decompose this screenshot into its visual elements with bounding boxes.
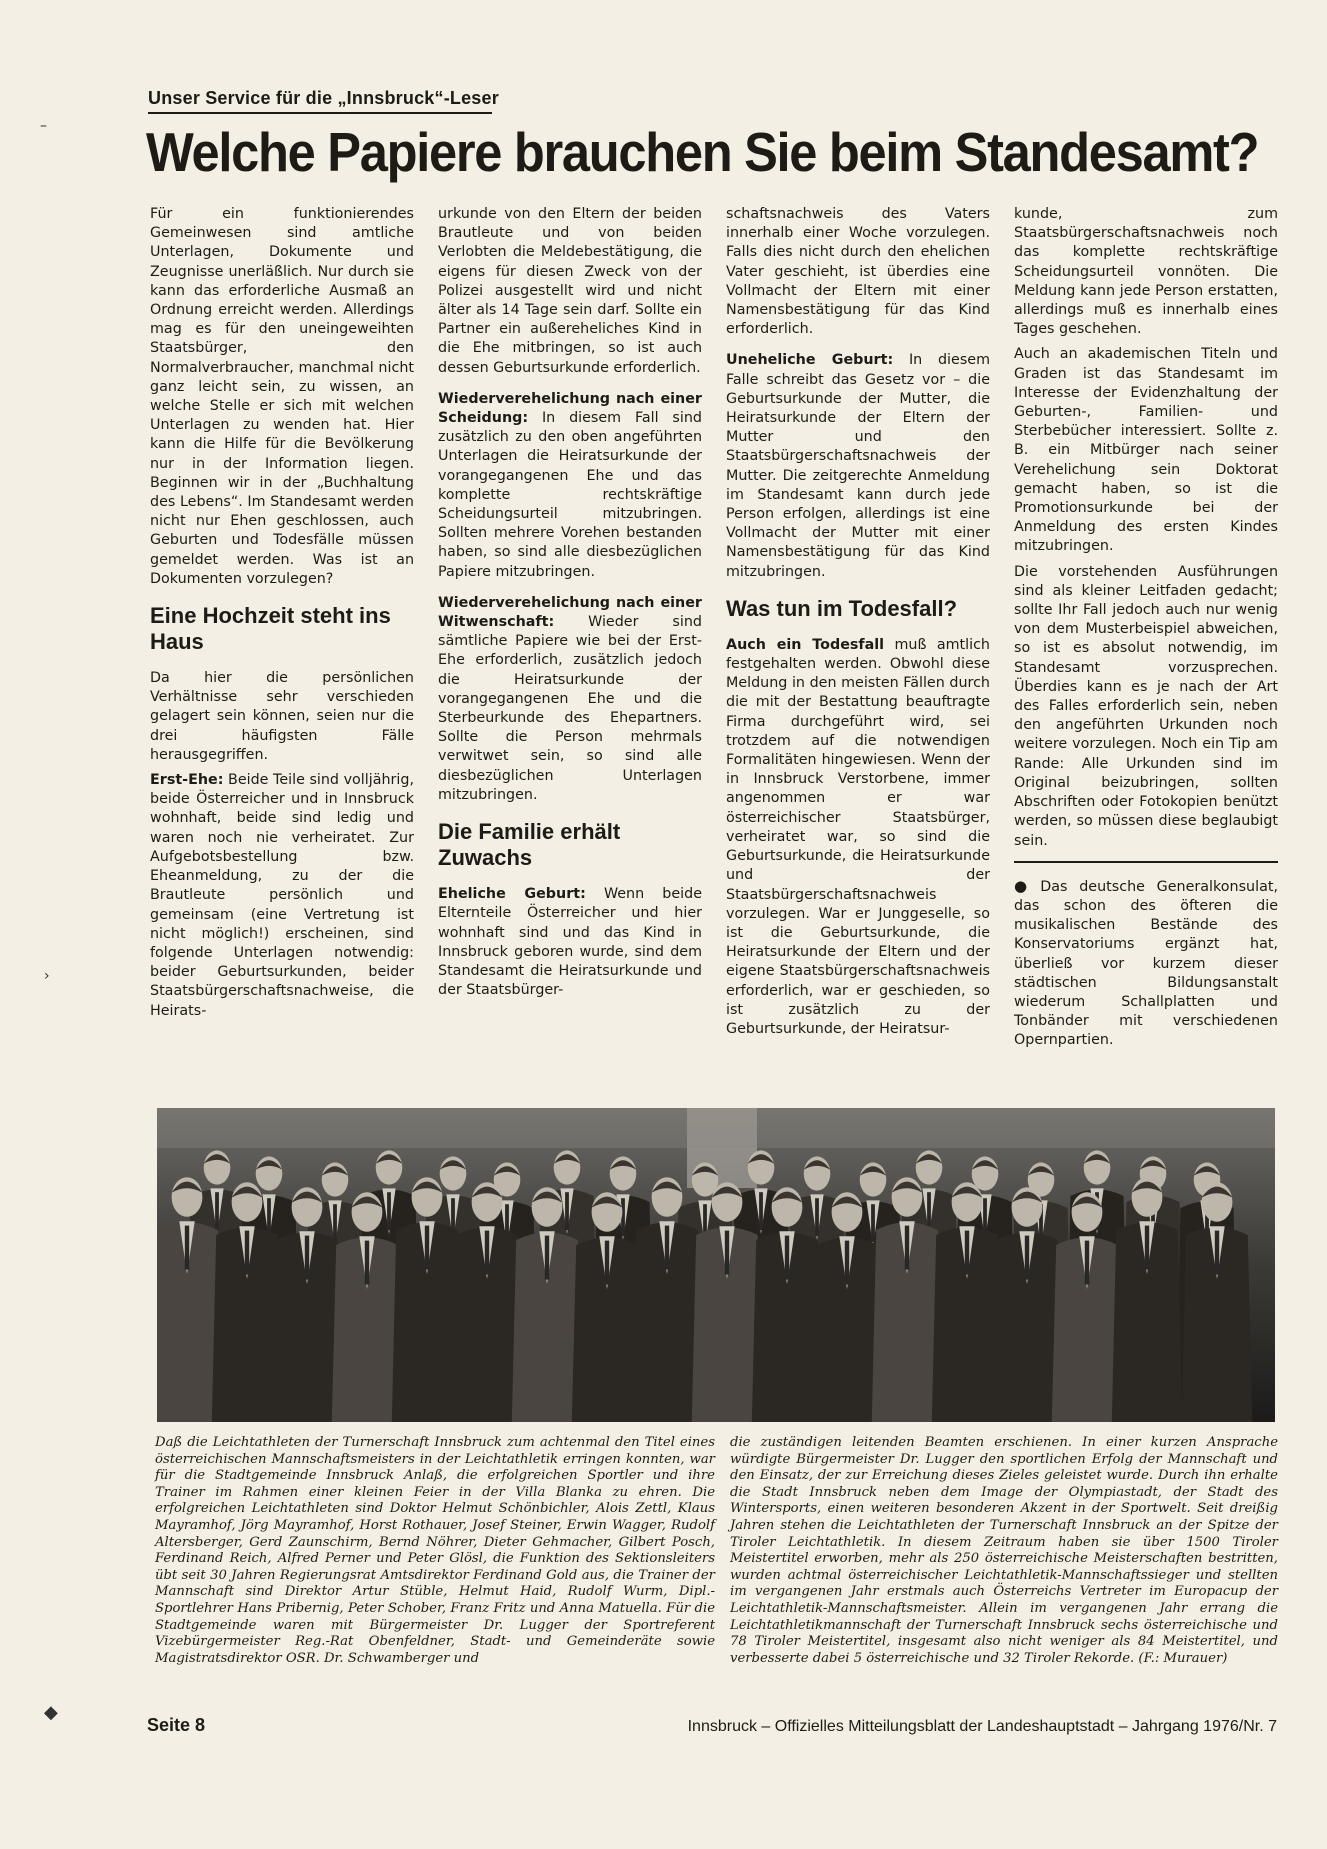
paragraph: Da hier die persönlichen Verhältnisse sehr verschieden gelagert sein können, seien nur die drei häufigsten Fälle herausgegriffen. — [150, 670, 414, 763]
caption-right: die zuständigen leitenden Beamten erschienen. In einer kurzen Ansprache würdigte Bürgermeister Dr. Lugger den sportlichen Erfolg der Mannschaft und den Einsatz, der zur Erreichung dieses Zieles geleistet wurde. Durch ihn erhalte die Stadt Innsbruck neben dem Image der Olympiastadt, der Stadt des Wintersports, einen weiteren besonderen Akzent in der Sportwelt. Seit dreißig Jahren stehen die Leichtathleten der Turnerschaft Innsbruck an der Spitze der Tiroler Leichtathletik. In diesem Zeitraum haben sie über 1500 Tiroler Meistertitel erworben, mehr als 250 österreichische Meisterschaften bestritten, wurden achtmal österreichischer Leichtathletik-Mannschaftssieger und stellten im vergangenen Jahr erstmals auch Österreichs Vertreter im Europacup der Leichtathletik-Mannschaftsmeister. Allein im vergangenen Jahr errang die Leichtathletikmannschaft der Turnerschaft Innsbruck sechs österreichische und 78 Tiroler Meistertitel, insgesamt also nicht weniger als 84 Meistertitel, und verbesserte dabei 5 österreichische und 32 Tiroler Rekorde. (F.: Murauer) — [730, 1435, 1278, 1666]
margin-mark-middle: › — [44, 968, 50, 984]
margin-mark-bottom: ◆ — [44, 1702, 58, 1723]
paragraph-body: Wieder sind sämtliche Papiere wie bei der Erst-Ehe erforderlich, zusätzlich jedoch die Heiratsurkunde der vorangegangenen Ehe und die Sterbeurkunde des Ehepartners. Sollte die Person mehrmals verwitwet sein, so sind alle diesbezüglichen Unterlagen mitzubringen. — [438, 614, 702, 803]
column-2 — [438, 205, 702, 1006]
margin-mark-top: – — [40, 118, 47, 134]
paragraph-lead: Uneheliche Geburt: — [726, 352, 894, 369]
paragraph — [726, 351, 990, 581]
page-number: Seite 8 — [147, 1715, 206, 1735]
kicker: Unser Service für die „Innsbruck“-Leser — [148, 88, 499, 108]
paragraph-lead: Auch ein Todesfall — [726, 636, 885, 653]
paragraph: Auch an akademischen Titeln und Graden ist das Standesamt im Interesse der Evidenzhaltung der Geburten-, Familien- und Sterbebücher interessiert. Sollte z. B. ein Mitbürger nach seiner Verehelichung sein Doktorat gemacht haben, so ist die Promotionsurkunde bei der Anmeldung des ersten Kindes mitzubringen. — [1014, 346, 1278, 555]
paragraph-body: Wenn beide Elternteile Österreicher und hier wohnhaft sind und das Kind in Innsbruck geboren wurde, sind dem Standesamt die Heiratsurkunde und der Staatsbürger- — [438, 886, 702, 999]
intro-paragraph: Für ein funktionierendes Gemeinwesen sind amtliche Unterlagen, Dokumente und Zeugnisse unerläßlich. Nur durch sie kann das erforderliche Ausmaß an Ordnung erreicht werden. Allerdings mag es für den uneingeweihten Staatsbürger, den Normalverbraucher, manchmal nicht ganz leicht sein, zu wissen, an welche Stelle er sich mit welchen Unterlagen zu wenden hat. Hier kann die Hilfe für die Bevölkerung nur in der Information liegen. Beginnen wir in der „Buchhaltung des Lebens“. Im Standesamt werden nicht nur Ehen geschlossen, auch Geburten und Todesfälle müssen gemeldet werden. Was ist an Dokumenten vorzulegen? — [150, 206, 414, 587]
team-photo-graphic — [157, 1108, 1275, 1422]
kicker-rule — [148, 112, 492, 114]
subheading-death: Was tun im Todesfall? — [726, 595, 958, 621]
column-4 — [1014, 205, 1278, 1057]
paragraph-body: In diesem Falle schreibt das Gesetz vor – die Geburtsurkunde der Mutter, die Heiratsurkunde der Eltern der Mutter und den Staatsbürgerschaftsnachweis der Mutter. Die zeitgerechte Anmeldung im Standesamt kann durch jede Person erfolgen, allerdings ist eine Vollmacht der Mutter mit einer Namensbestätigung für das Kind mitzubringen. — [726, 352, 991, 580]
headline: Welche Papiere brauchen Sie beim Standesamt? — [146, 121, 1259, 183]
notice — [1014, 877, 1278, 1051]
paragraph-lead: Wiederverehelichung nach einer Scheidung: — [438, 390, 702, 427]
subheading-wedding: Eine Hochzeit steht ins Haus — [150, 603, 391, 655]
paragraph: kunde, zum Staatsbürgerschaftsnachweis noch das komplette rechtskräftige Scheidungsurteil vonnöten. Die Meldung kann jede Person erstatten, allerdings muß es innerhalb eines Tages geschehen. — [1014, 206, 1278, 338]
column-3 — [726, 205, 990, 1045]
caption-left: Daß die Leichtathleten der Turnerschaft Innsbruck zum achtenmal den Titel eines österreichischen Mannschaftsmeisters in der Leichtathletik erringen konnten, war für die Stadtgemeinde Innsbruck Anlaß, die erfolgreichen Sportler und ihre Trainer im Rahmen einer kleinen Feier in der Villa Blanka zu ehren. Die erfolgreichen Leichtathleten sind Doktor Helmut Schönbichler, Alois Zettl, Klaus Mayramhof, Jörg Mayramhof, Horst Rothauer, Josef Steiner, Erwin Wagger, Rudolf Altersberger, Gerd Zaunschirm, Bernd Nöhrer, Dieter Gehmacher, Gilbert Posch, Ferdinand Reich, Alfred Perner und Peter Glösl, die Funktion des Sektionsleiters übt seit 30 Jahren Regierungsrat Amtsdirektor Ferdinand Gold aus, die Trainer der Mannschaft sind Direktor Artur Stüble, Helmut Haid, Rudolf Wurm, Dipl.-Sportlehrer Hans Pribernig, Peter Schober, Franz Fritz und Anna Matuella. Für die Stadtgemeinde waren mit Bürgermeister Dr. Lugger der Sportreferent Vizebürgermeister Reg.-Rat Obenfeldner, Stadt- und Gemeinderäte sowie Magistratsdirektor OSR. Dr. Schwamberger und — [155, 1435, 715, 1666]
paragraph — [438, 390, 702, 582]
paragraph — [438, 594, 702, 805]
notice-text: Das deutsche Generalkonsulat, das schon des öfteren die musikalischen Bestände des Konservatoriums ergänzt hat, überließ vor kurzem dieser städtischen Bildungsanstalt wiederum Schallplatten und Tonbänder mit verschiedenen Opernpartien. — [1014, 878, 1278, 1049]
paragraph — [438, 885, 702, 1000]
paragraph — [726, 636, 990, 1039]
subheading-family: Die Familie erhält Zuwachs — [438, 819, 621, 871]
publication-line: Innsbruck – Offizielles Mitteilungsblatt der Landeshauptstadt – Jahrgang 1976/Nr. 7 — [687, 1718, 1277, 1735]
paragraph-body: Beide Teile sind volljährig, beide Österreicher und in Innsbruck wohnhaft, beide sind ledig und waren noch nie verheiratet. Zur Aufgebotsbestellung bzw. Eheanmeldung, zu der die Brautleute persönlich und gemeinsam (eine Vertretung ist nicht möglich!) erscheinen, sind folgende Unterlagen notwendig: beider Geburtsurkunden, beider Staatsbürgerschaftsnachweise, die Heirats- — [150, 772, 414, 1019]
paragraph-body: In diesem Fall sind zusätzlich zu den oben angeführten Unterlagen die Heiratsurkunde der vorangegangenen Ehe und das komplette rechtskräftige Scheidungsurteil mitzubringen. Sollten mehrere Vorehen bestanden haben, so sind alle diesbezüglichen Papiere mitzubringen. — [438, 410, 702, 580]
team-photo — [157, 1108, 1275, 1422]
paragraph: Die vorstehenden Ausführungen sind als kleiner Leitfaden gedacht; sollte Ihr Fall jedoch auch nur wenig von dem Musterbeispiel abweichen, so ist es absolut notwendig, im Standesamt vorzusprechen. Überdies kann es je nach der Art des Falles erforderlich sein, neben den angeführten Urkunden noch weitere vorzulegen. Noch ein Tip am Rande: Alle Urkunden sind im Original beizubringen, sollten Abschriften oder Fotokopien benützt werden, so müssen diese beglaubigt sein. — [1014, 563, 1278, 849]
notice-divider — [1014, 861, 1278, 863]
bullet-icon: ● — [1014, 876, 1035, 895]
paragraph-lead: Eheliche Geburt: — [438, 886, 586, 903]
paragraph: schaftsnachweis des Vaters innerhalb einer Woche vorzulegen. Falls dies nicht durch den ehelichen Vater geschieht, ist überdies eine Vollmacht der Eltern mit einer Namensbestätigung für das Kind erforderlich. — [726, 206, 990, 338]
column-1 — [150, 205, 414, 1027]
paragraph-lead: Wiederverehelichung nach einer Witwenschaft: — [438, 594, 702, 631]
paragraph: urkunde von den Eltern der beiden Brautleute und von beiden Verlobten die Meldebestätigung, die eigens für diesen Zweck von der Polizei ausgestellt wird und nicht älter als 14 Tage sein darf. Sollte ein Partner ein außereheliches Kind in die Ehe mitbringen, so ist auch dessen Geburtsurkunde erforderlich. — [438, 206, 702, 376]
paragraph — [150, 771, 414, 1021]
paragraph-body: muß amtlich festgehalten werden. Obwohl diese Meldung in den meisten Fällen durch die mit der Bestattung beauftragte Firma durchgeführt wird, sei trotzdem auf die notwendigen Formalitäten hingewiesen. Wenn der in Innsbruck Verstorbene, immer angenommen er war österreichischer Staatsbürger, verheiratet war, so sind die Geburtsurkunde, die Heiratsurkunde und der Staatsbürgerschaftsnachweis vorzulegen. War er Junggeselle, so ist die Geburtsurkunde, die Heiratsurkunde der Eltern und der eigene Staatsbürgerschaftsnachweis erforderlich, war er geschieden, so ist zusätzlich zu der Geburtsurkunde, der Heiratsur- — [726, 636, 990, 1037]
paragraph-lead: Erst-Ehe: — [150, 772, 224, 789]
